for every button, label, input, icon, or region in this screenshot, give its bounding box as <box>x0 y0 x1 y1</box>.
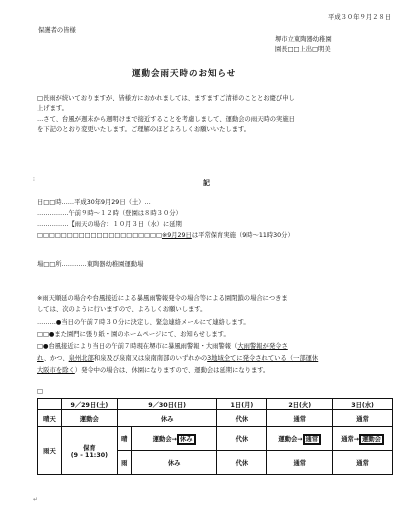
header-sun: 9／30日(日) <box>117 399 217 410</box>
ki-heading: 記 <box>203 179 210 187</box>
note-line-7-exclude: 大阪市を除く <box>37 367 75 374</box>
rain-clear-wed-to: 運動会 <box>359 434 384 445</box>
school-name: 堺市立東陶器幼稚園 <box>275 36 332 43</box>
row-label-sunny: 晴天 <box>38 410 62 427</box>
note-line-7-rest: ）発令中の場合は、休園になりますので、運動会は延期になります。 <box>74 367 270 374</box>
note-line-6-tail: に発令されている（一部運休 <box>236 355 319 362</box>
rain-line-b-date: ※9月29日 <box>161 232 192 239</box>
note-line-1: ※雨天順延の場合や台風接近による暴風雨警報発令の場合等による園閉鎖の場合につきま <box>37 295 288 302</box>
header-mon: 1日(月) <box>217 399 267 410</box>
note-line-5-a: □●台風接近により当日の午前７時現在堺市に暴風雨警報・大雨警報（ <box>37 343 238 350</box>
paragraph-end-mark: ↵ <box>33 496 39 503</box>
rain-sat <box>61 427 117 475</box>
header-sat: 9／29日(土) <box>61 399 117 410</box>
rain-clear-sun <box>131 427 217 451</box>
recipient: 保護者の皆様 <box>38 27 76 34</box>
sunny-mon: 代休 <box>217 410 267 427</box>
note-line-5-ul: 大雨警報が発令さ <box>237 343 288 350</box>
table-corner <box>38 399 62 410</box>
note-line-6 <box>37 354 318 363</box>
rain-clear-mon: 代休 <box>217 427 267 451</box>
rain-line-b-pad: □□□□□□□□□□□□□□□□□□□□□ <box>37 232 162 239</box>
note-line-7 <box>37 366 269 375</box>
rain-line-b <box>37 231 294 240</box>
sub-label-rain: 雨 <box>117 451 131 475</box>
intro-line-2: 上げます。 <box>37 105 68 112</box>
note-line-6-all: 3地域全て <box>207 355 237 362</box>
document-title: 運動会雨天時のお知らせ <box>132 69 237 79</box>
place-label: 場□□所 <box>37 261 62 268</box>
note-line-6-re: れ <box>37 355 44 362</box>
note-line-6-mid2: のいずれかの <box>169 355 208 362</box>
sunny-wed: 通常 <box>333 410 393 427</box>
note-line-6-end: 又は泉南南部 <box>131 355 170 362</box>
note-line-6-region-a: 泉州北部 <box>68 355 94 362</box>
note-line-6-katsu: 、かつ、 <box>43 355 69 362</box>
intro-line-3: …さて、台風が週末から週明けまで接近することを考慮しまして、運動会の雨天時の実施日 <box>37 116 295 123</box>
place-value: …………東陶器幼稚園運動場 <box>61 261 144 268</box>
note-line-3: ………●当日の午前７時３０分に決定し、緊急連絡メールにて連絡します。 <box>37 319 250 326</box>
rain-sat-hours: (9 - 11:30) <box>70 451 108 459</box>
note-line-4: □□●また園門に張り紙・園のホームページにて、お知らせします。 <box>37 331 230 338</box>
sub-label-clear: 晴 <box>117 427 131 451</box>
table-row-rain-a <box>38 427 393 451</box>
header-tue: 2日(火) <box>267 399 333 410</box>
paragraph-mark: ⁝ <box>33 176 35 183</box>
note-line-6-mid: 和泉及び泉南 <box>93 355 132 362</box>
rain-sat-care: 保育 <box>83 444 96 452</box>
rain-clear-sun-from: 運動会→ <box>152 436 177 443</box>
intro-line-1: □長雨が続いておりますが、皆様方におかれましては、ますますご清祥のこととお慶び申し <box>37 95 295 102</box>
schedule-table <box>37 398 393 475</box>
rain-rain-mon: 代休 <box>217 451 267 475</box>
rain-rain-wed: 通常 <box>333 451 393 475</box>
table-row-sunny <box>38 410 393 427</box>
rain-rain-tue: 通常 <box>267 451 333 475</box>
rain-clear-wed-from: 通常→ <box>341 436 360 443</box>
header-wed: 3日(水) <box>333 399 393 410</box>
sunny-sun: 休み <box>117 410 217 427</box>
rain-clear-wed <box>333 427 393 451</box>
rain-clear-tue <box>267 427 333 451</box>
intro-line-4: を下記のとおり変更いたします。ご理解のほどよろしくお願いいたします。 <box>37 126 251 133</box>
table-header-row <box>38 399 393 410</box>
datetime-line <box>37 198 151 207</box>
rain-rain-sun: 休み <box>131 451 217 475</box>
time-line: ……………午前９時～１２時（登園は８時３０分） <box>37 210 182 217</box>
datetime-value: ……平成30年9月29日（土）… <box>61 199 151 206</box>
note-line-5 <box>37 342 288 351</box>
issue-date: 平成３０年９月２８日 <box>328 14 391 21</box>
note-line-8: □ <box>37 388 43 395</box>
place-line <box>37 260 143 269</box>
row-label-rain: 雨天 <box>38 427 62 475</box>
note-line-2: しては、次のように行いますので、よろしくお願いします。 <box>37 306 207 313</box>
datetime-label: 日□□時 <box>37 199 62 206</box>
sunny-sat: 運動会 <box>61 410 117 427</box>
rain-clear-sun-to: 休み <box>177 434 196 445</box>
principal-name: 園長□□上出□明美 <box>275 46 331 53</box>
rain-clear-tue-to: 通常 <box>303 434 322 445</box>
rain-clear-tue-from: 運動会→ <box>278 436 303 443</box>
rain-line-a: ……………【雨天の場合：１０月３日（水）に延期 <box>37 221 182 228</box>
rain-line-b-rest: は平常保育実施（9時～11時30分） <box>191 232 294 239</box>
sunny-tue: 通常 <box>267 410 333 427</box>
